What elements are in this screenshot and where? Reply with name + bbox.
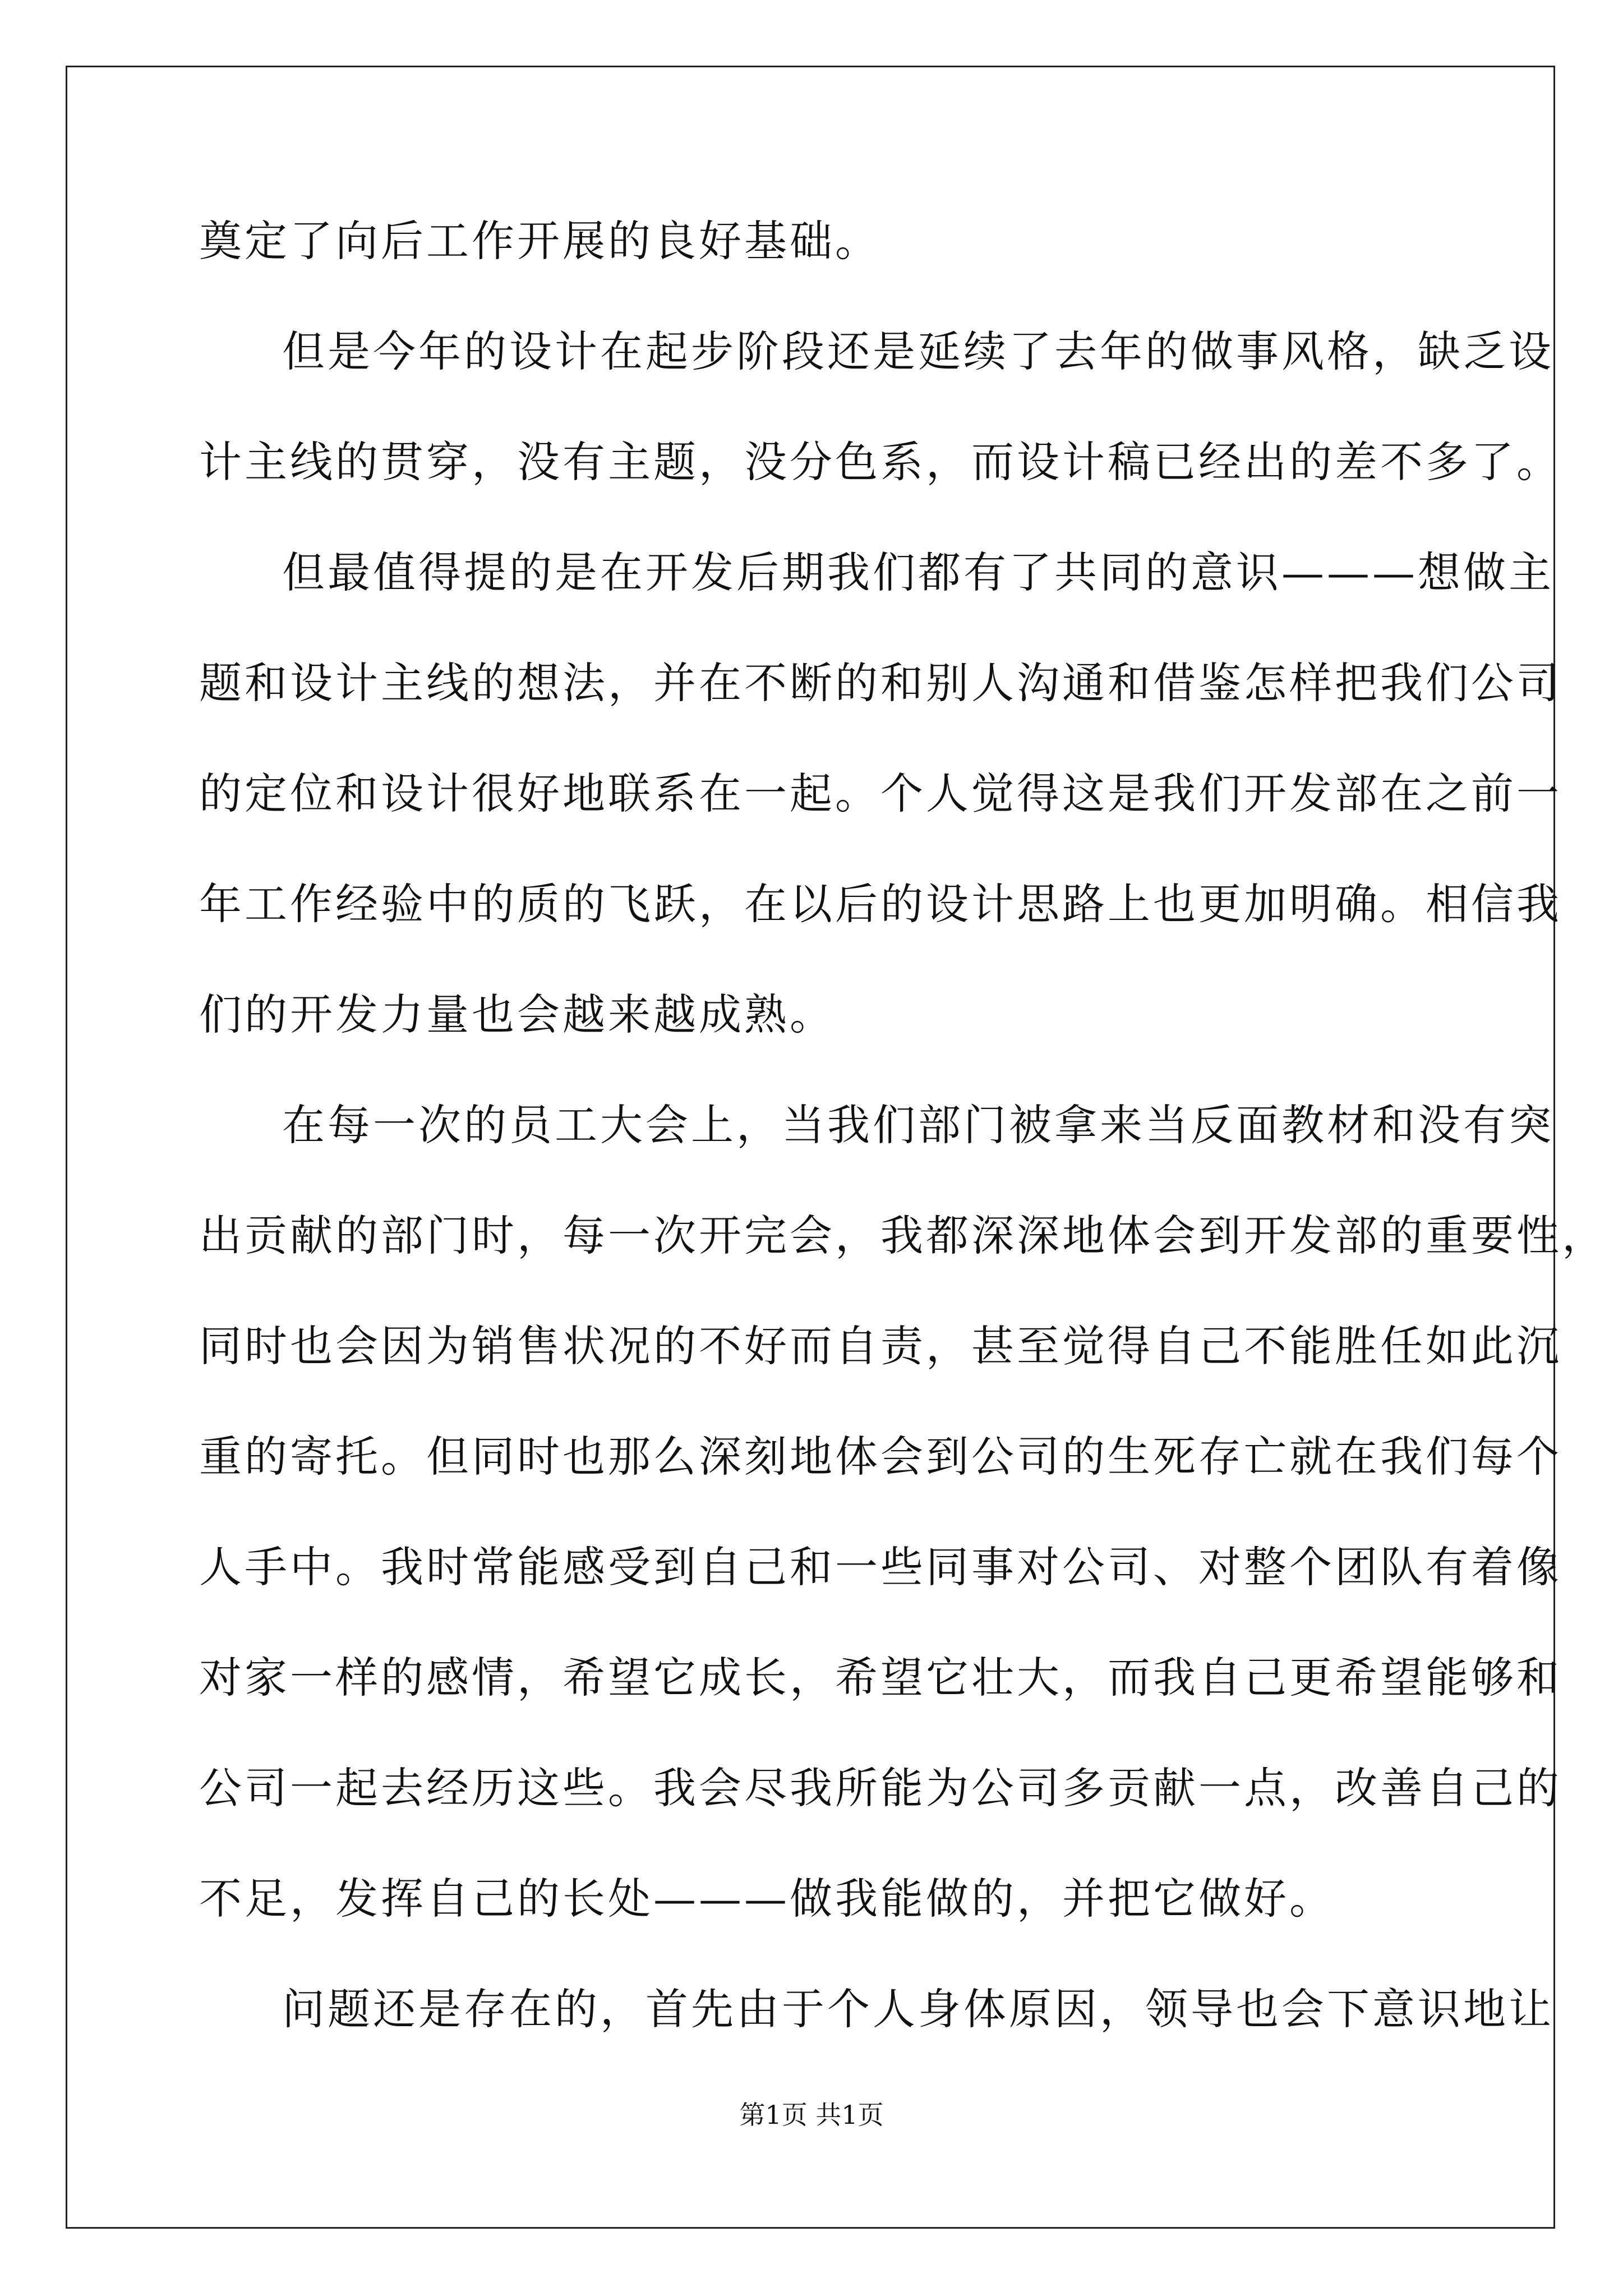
- text-line: 公司一起去经历这些。我会尽我所能为公司多贡献一点，改善自己的: [199, 1763, 1562, 1813]
- text-line: 的定位和设计很好地联系在一起。个人觉得这是我们开发部在之前一: [199, 769, 1562, 818]
- document-body: [199, 205, 1607, 2083]
- text-line: 奠定了向后工作开展的良好基础。: [199, 216, 880, 266]
- text-line: 但是今年的设计在起步阶段还是延续了去年的做事风格，缺乏设: [282, 326, 1554, 376]
- text-line: 问题还是存在的，首先由于个人身体原因，领导也会下意识地让: [282, 1984, 1554, 2034]
- text-line: 出贡献的部门时，每一次开完会，我都深深地体会到开发部的重要性，: [199, 1211, 1607, 1260]
- page-number-footer: 第1页 共1页: [739, 2100, 884, 2130]
- text-line: 对家一样的感情，希望它成长，希望它壮大，而我自己更希望能够和: [199, 1653, 1562, 1703]
- text-line: 重的寄托。但同时也那么深刻地体会到公司的生死存亡就在我们每个: [199, 1432, 1562, 1481]
- text-line: 计主线的贯穿，没有主题，没分色系，而设计稿已经出的差不多了。: [199, 437, 1562, 487]
- text-line: 在每一次的员工大会上，当我们部门被拿来当反面教材和没有突: [282, 1100, 1554, 1150]
- text-line: 人手中。我时常能感受到自己和一些同事对公司、对整个团队有着像: [199, 1542, 1562, 1592]
- text-line: 不足，发挥自己的长处———做我能做的，并把它做好。: [199, 1874, 1335, 1924]
- text-line: 们的开发力量也会越来越成熟。: [199, 990, 835, 1039]
- text-line: 但最值得提的是在开发后期我们都有了共同的意识———想做主: [282, 547, 1554, 597]
- text-line: 题和设计主线的想法，并在不断的和别人沟通和借鉴怎样把我们公司: [199, 658, 1562, 708]
- text-line: 同时也会因为销售状况的不好而自责，甚至觉得自己不能胜任如此沉: [199, 1321, 1562, 1371]
- text-line: 年工作经验中的质的飞跃，在以后的设计思路上也更加明确。相信我: [199, 879, 1562, 929]
